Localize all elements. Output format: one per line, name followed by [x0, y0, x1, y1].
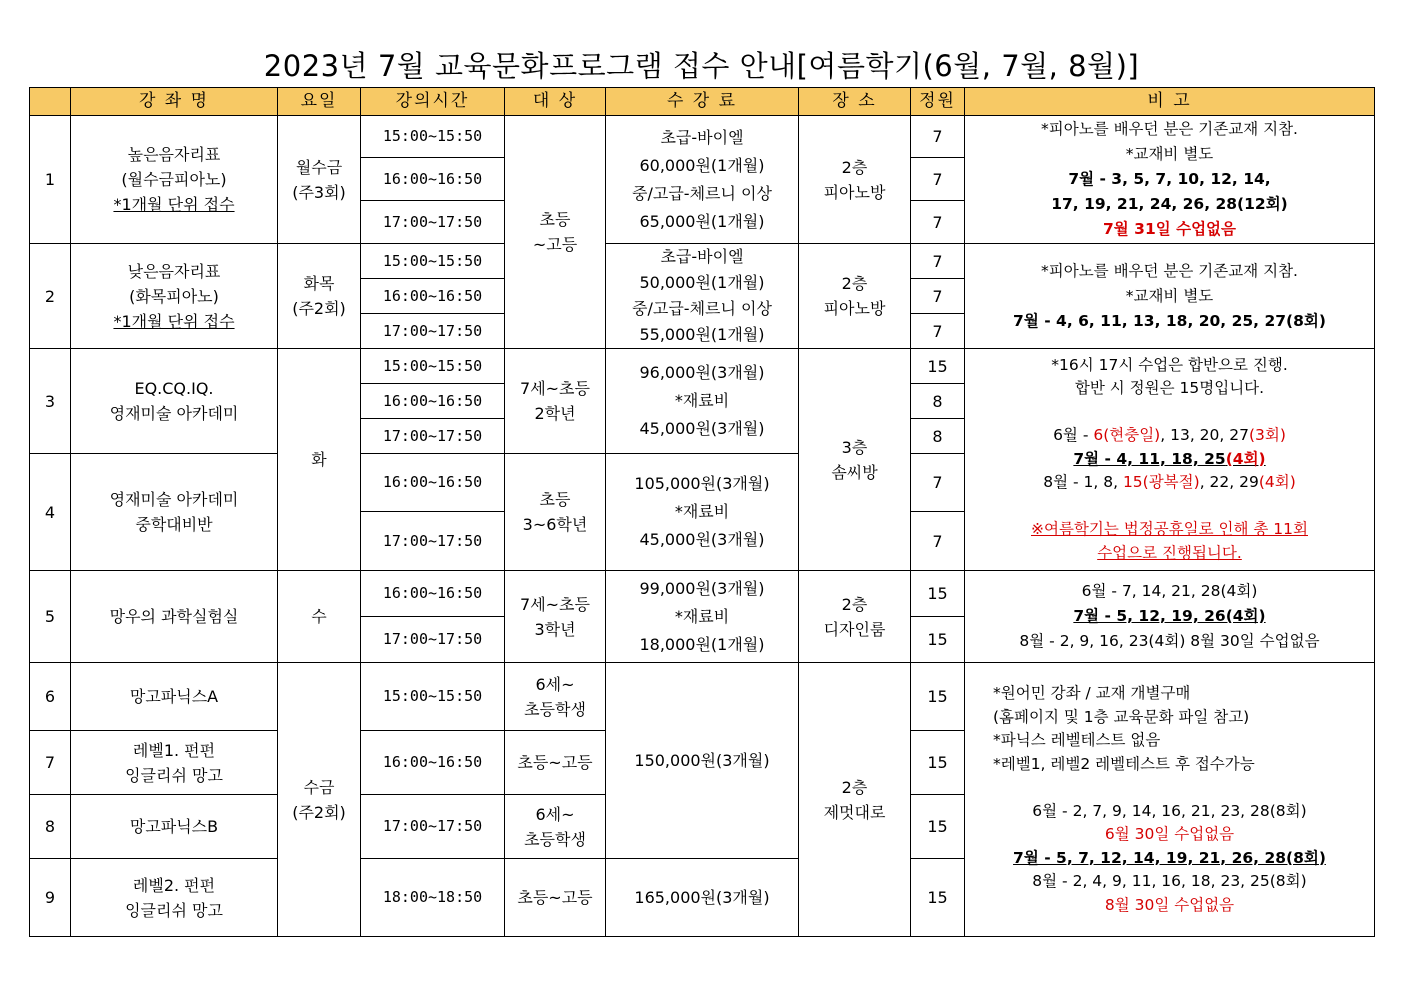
- course-place: [799, 663, 911, 937]
- note-text: , 22, 29: [1199, 473, 1259, 492]
- place-line: 제멋대로: [823, 802, 886, 822]
- fee-line: *재료비: [674, 391, 730, 410]
- place-line: 2층: [841, 157, 868, 177]
- time-slot: 16:00~16:50: [361, 454, 505, 512]
- day-line: (주3회): [292, 182, 346, 202]
- place-line: 디자인룸: [823, 619, 886, 639]
- fee-line: 55,000원(1개월): [639, 325, 765, 344]
- fee-line: 60,000원(1개월): [639, 155, 765, 175]
- course-fee: [606, 454, 799, 571]
- course-fee: [606, 349, 799, 454]
- place-line: 피아노방: [823, 182, 886, 202]
- course-name-line: *1개월 단위 접수: [113, 311, 235, 331]
- course-day: [278, 244, 361, 349]
- note-line: 6월 30일 수업없음: [1104, 825, 1235, 843]
- course-note: [965, 349, 1375, 571]
- note-text: (4회): [1258, 473, 1296, 492]
- course-note: [965, 571, 1375, 663]
- place-line: 2층: [841, 594, 868, 614]
- fee-line: 45,000원(3개월): [639, 419, 765, 438]
- capacity: 15: [911, 859, 965, 937]
- time-slot: 15:00~15:50: [361, 663, 505, 731]
- note-text: (3회): [1248, 426, 1286, 445]
- course-name-line: *1개월 단위 접수: [113, 195, 235, 214]
- place-line: 2층: [841, 777, 868, 797]
- time-slot: 17:00~17:50: [361, 795, 505, 859]
- time-slot: 15:00~15:50: [361, 116, 505, 158]
- note-line: (홈페이지 및 1층 교육문화 파일 참고): [993, 707, 1250, 726]
- note-spacer: [965, 776, 1374, 800]
- header-time: 강의시간: [361, 88, 505, 116]
- course-target: 초등~고등: [505, 859, 606, 937]
- table-row: [30, 349, 1375, 384]
- target-line: 초등: [539, 490, 571, 509]
- program-table: [29, 87, 1375, 937]
- day-line: 수금: [303, 777, 335, 797]
- row-number: 5: [30, 571, 71, 663]
- header-place: 장 소: [799, 88, 911, 116]
- course-place: [799, 244, 911, 349]
- target-line: 3~6학년: [522, 515, 588, 534]
- capacity: 7: [911, 201, 965, 244]
- fee-line: 초급-바이엘: [660, 127, 744, 147]
- fee-line: *재료비: [674, 502, 730, 521]
- capacity: 7: [911, 314, 965, 349]
- day-line: (주2회): [292, 299, 346, 318]
- fee-line: 105,000원(3개월): [634, 474, 770, 493]
- note-line: *피아노를 배우던 분은 기존교재 지참.: [1041, 261, 1298, 280]
- course-name-line: 영재미술 아카데미: [109, 490, 239, 509]
- course-name: [71, 454, 278, 571]
- course-note: [965, 116, 1375, 244]
- day-line: 월수금: [295, 157, 343, 177]
- note-text: 6(현충일): [1093, 426, 1161, 445]
- target-line: 초등: [539, 210, 571, 229]
- course-name: 망고파닉스B: [71, 795, 278, 859]
- course-note: [965, 663, 1375, 937]
- header-note: 비 고: [965, 88, 1375, 116]
- note-line: 수업으로 진행됩니다.: [1097, 543, 1242, 562]
- day-line: (주2회): [292, 802, 346, 822]
- target-line: 3학년: [534, 619, 576, 639]
- target-line: 7세~초등: [520, 379, 590, 398]
- fee-line: 18,000원(1개월): [639, 634, 765, 654]
- course-name-line: EQ.CQ.IQ.: [134, 379, 214, 398]
- note-line: *16시 17시 수업은 합반으로 진행.: [1051, 355, 1288, 374]
- header-day: 요일: [278, 88, 361, 116]
- note-line: *피아노를 배우던 분은 기존교재 지참.: [1041, 120, 1298, 138]
- capacity: 15: [911, 795, 965, 859]
- row-number: 1: [30, 116, 71, 244]
- table-row: [30, 116, 1375, 158]
- note-text: (4회): [1225, 449, 1266, 468]
- course-day: [278, 116, 361, 244]
- course-name: [71, 731, 278, 795]
- day-line: 화목: [303, 274, 335, 293]
- note-line: *파닉스 레벨테스트 없음: [993, 731, 1161, 749]
- table-row: [30, 571, 1375, 617]
- note-line: 7월 - 4, 6, 11, 13, 18, 20, 25, 27(8회): [1013, 311, 1326, 330]
- capacity: 7: [911, 279, 965, 314]
- course-name-line: 영재미술 아카데미: [109, 404, 239, 423]
- note-line: 7월 31일 수업없음: [1103, 220, 1236, 238]
- row-number: 4: [30, 454, 71, 571]
- target-line: 초등학생: [524, 829, 586, 849]
- capacity: 15: [911, 731, 965, 795]
- note-line: *레벨1, 레벨2 레벨테스트 후 접수가능: [993, 754, 1255, 773]
- note-line: [965, 424, 1374, 448]
- row-number: 6: [30, 663, 71, 731]
- note-line: *교재비 별도: [1125, 145, 1214, 163]
- note-text: 8월 - 1, 8,: [1043, 473, 1123, 492]
- target-line: 6세~: [535, 804, 575, 824]
- course-target: [505, 116, 606, 349]
- note-text: 7월 - 4, 11, 18, 25: [1073, 449, 1226, 468]
- course-fee: [606, 571, 799, 663]
- note-line: [965, 448, 1374, 472]
- course-fee: 165,000원(3개월): [606, 859, 799, 937]
- course-target: 초등~고등: [505, 731, 606, 795]
- note-line: *교재비 별도: [1125, 286, 1214, 305]
- target-line: 2학년: [534, 404, 576, 423]
- course-place: [799, 349, 911, 571]
- course-fee: [606, 116, 799, 244]
- time-slot: 17:00~17:50: [361, 617, 505, 663]
- course-name-line: (화목피아노): [129, 286, 219, 306]
- fee-line: 65,000원(1개월): [639, 211, 765, 231]
- header-no: [30, 88, 71, 116]
- course-name: [71, 244, 278, 349]
- note-line: ※여름학기는 법정공휴일로 인해 총 11회: [1030, 520, 1308, 539]
- fee-line: 중/고급-체르니 이상: [632, 183, 772, 203]
- time-slot: 16:00~16:50: [361, 384, 505, 419]
- time-slot: 15:00~15:50: [361, 349, 505, 384]
- note-text: 15(광복절): [1122, 473, 1200, 492]
- header-target: 대 상: [505, 88, 606, 116]
- target-line: 6세~: [535, 674, 575, 694]
- capacity: 8: [911, 419, 965, 454]
- fee-line: 초급-바이엘: [660, 247, 744, 266]
- note-line: *원어민 강좌 / 교재 개별구매: [993, 684, 1191, 702]
- header-name: 강 좌 명: [71, 88, 278, 116]
- capacity: 7: [911, 244, 965, 279]
- place-line: 3층: [841, 437, 868, 457]
- course-day: 수: [278, 571, 361, 663]
- course-name-line: 잉글리쉬 망고: [125, 900, 223, 920]
- row-number: 8: [30, 795, 71, 859]
- fee-line: 중/고급-체르니 이상: [632, 299, 772, 318]
- place-line: 2층: [841, 274, 868, 293]
- note-line: 6월 - 2, 7, 9, 14, 16, 21, 23, 28(8회): [1032, 801, 1307, 820]
- target-line: 초등학생: [524, 699, 586, 719]
- capacity: 8: [911, 384, 965, 419]
- course-target: [505, 795, 606, 859]
- course-name: 망고파닉스A: [71, 663, 278, 731]
- note-line: 8월 30일 수업없음: [1104, 895, 1235, 914]
- note-line: 8월 - 2, 4, 9, 11, 16, 18, 23, 25(8회): [1032, 872, 1307, 890]
- note-line: 7월 - 5, 12, 19, 26(4회): [1073, 607, 1266, 625]
- fee-line: *재료비: [674, 606, 730, 626]
- note-line: 6월 - 7, 14, 21, 28(4회): [1081, 582, 1258, 600]
- course-target: [505, 349, 606, 454]
- time-slot: 16:00~16:50: [361, 279, 505, 314]
- capacity: 7: [911, 512, 965, 571]
- time-slot: 17:00~17:50: [361, 419, 505, 454]
- note-text: , 13, 20, 27: [1160, 426, 1249, 445]
- course-target: [505, 454, 606, 571]
- note-spacer: [965, 495, 1374, 519]
- course-name-line: 중학대비반: [135, 515, 213, 534]
- capacity: 15: [911, 571, 965, 617]
- fee-line: 99,000원(3개월): [639, 578, 765, 598]
- course-name: [71, 116, 278, 244]
- place-line: 피아노방: [823, 299, 886, 318]
- note-line: 7월 - 5, 7, 12, 14, 19, 21, 26, 28(8회): [1013, 848, 1326, 867]
- course-place: [799, 116, 911, 244]
- course-note: [965, 244, 1375, 349]
- page-title: 2023년 7월 교육문화프로그램 접수 안내[여름학기(6월, 7월, 8월)]: [263, 49, 1140, 83]
- time-slot: 16:00~16:50: [361, 731, 505, 795]
- header-row: [30, 88, 1375, 116]
- capacity: 15: [911, 617, 965, 663]
- course-place: [799, 571, 911, 663]
- course-name-line: 낮은음자리표: [127, 261, 221, 281]
- note-line: 7월 - 3, 5, 7, 10, 12, 14,: [1068, 170, 1271, 188]
- time-slot: 17:00~17:50: [361, 512, 505, 571]
- time-slot: 17:00~17:50: [361, 314, 505, 349]
- header-fee: 수 강 료: [606, 88, 799, 116]
- course-name-line: (월수금피아노): [121, 170, 227, 189]
- row-number: 3: [30, 349, 71, 454]
- course-name-line: 잉글리쉬 망고: [125, 765, 223, 785]
- place-line: 솜씨방: [831, 462, 878, 482]
- capacity: 7: [911, 116, 965, 158]
- time-slot: 16:00~16:50: [361, 158, 505, 201]
- capacity: 15: [911, 349, 965, 384]
- course-target: [505, 663, 606, 731]
- course-name: [71, 349, 278, 454]
- note-line: [965, 471, 1374, 495]
- time-slot: 18:00~18:50: [361, 859, 505, 937]
- time-slot: 15:00~15:50: [361, 244, 505, 279]
- fee-line: 45,000원(3개월): [639, 530, 765, 549]
- course-name-line: 레벨2. 펀펀: [132, 875, 216, 895]
- course-name-line: 높은음자리표: [127, 145, 221, 164]
- course-fee: 150,000원(3개월): [606, 663, 799, 859]
- row-number: 7: [30, 731, 71, 795]
- time-slot: 16:00~16:50: [361, 571, 505, 617]
- target-line: ~고등: [532, 235, 578, 254]
- capacity: 15: [911, 663, 965, 731]
- course-day: [278, 663, 361, 937]
- course-day: 화: [278, 349, 361, 571]
- course-fee: [606, 244, 799, 349]
- course-name-line: 레벨1. 펀펀: [132, 740, 216, 760]
- header-capacity: 정원: [911, 88, 965, 116]
- capacity: 7: [911, 158, 965, 201]
- course-name: 망우의 과학실험실: [71, 571, 278, 663]
- note-spacer: [965, 401, 1374, 425]
- note-line: 8월 - 2, 9, 16, 23(4회) 8월 30일 수업없음: [1019, 632, 1320, 650]
- course-target: [505, 571, 606, 663]
- course-name: [71, 859, 278, 937]
- row-number: 9: [30, 859, 71, 937]
- table-row: [30, 244, 1375, 279]
- capacity: 7: [911, 454, 965, 512]
- fee-line: 50,000원(1개월): [639, 273, 765, 292]
- note-text: 6월 -: [1053, 426, 1094, 445]
- note-line: 합반 시 정원은 15명입니다.: [1074, 379, 1265, 398]
- table-row: [30, 663, 1375, 731]
- time-slot: 17:00~17:50: [361, 201, 505, 244]
- target-line: 7세~초등: [520, 594, 590, 614]
- note-line: 17, 19, 21, 24, 26, 28(12회): [1051, 195, 1288, 213]
- fee-line: 96,000원(3개월): [639, 363, 765, 382]
- row-number: 2: [30, 244, 71, 349]
